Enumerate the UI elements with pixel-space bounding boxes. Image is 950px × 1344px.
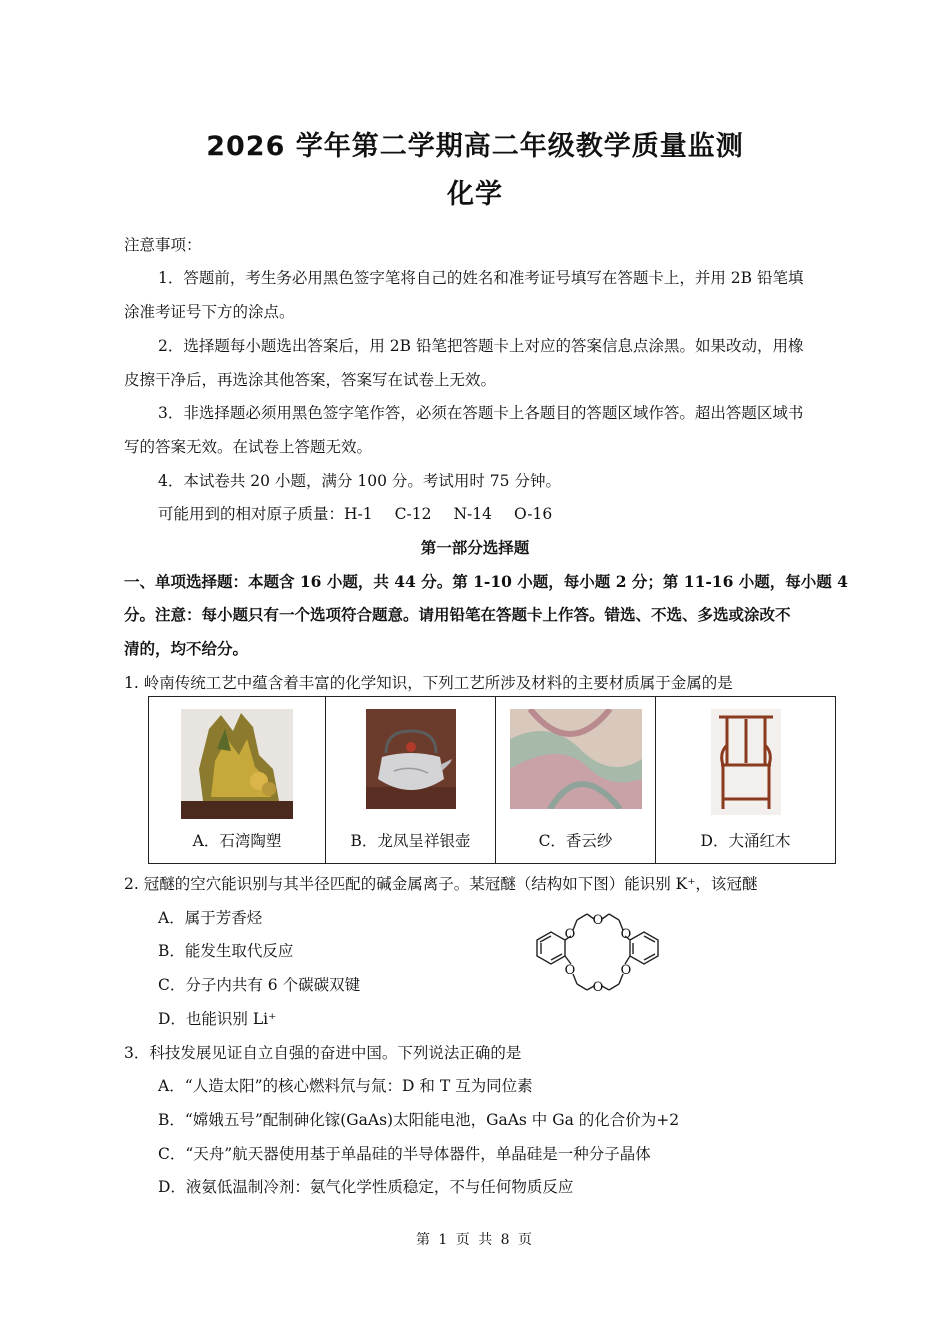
note-4: 4．本试卷共 20 小题，满分 100 分。考试用时 75 分钟。 bbox=[158, 472, 561, 490]
question-3-option-b: B．“嫦娥五号”配制砷化镓(GaAs)太阳能电池，GaAs 中 Ga 的化合价为+2 bbox=[158, 1111, 680, 1129]
oxygen-label-1: O bbox=[564, 927, 576, 942]
option-a-cell[interactable] bbox=[149, 697, 326, 864]
question-3-option-d: D．液氨低温制冷剂：氨气化学性质稳定，不与任何物质反应 bbox=[158, 1178, 574, 1196]
silver-teapot-image bbox=[366, 709, 456, 809]
mass-n: N-14 bbox=[453, 505, 492, 523]
option-c-cell[interactable] bbox=[496, 697, 656, 864]
mass-c: C-12 bbox=[394, 505, 432, 523]
question-1-options-table bbox=[148, 696, 836, 864]
note-2-line-1: 2．选择题每小题选出答案后，用 2B 铅笔把答题卡上对应的答案信息点涂黑。如果改动，用橡 bbox=[158, 337, 804, 355]
oxygen-label-6: O bbox=[620, 963, 632, 978]
mass-h: H-1 bbox=[344, 505, 373, 523]
crown-ether-structure bbox=[515, 902, 680, 1002]
section-instructions-line-2: 分。注意：每小题只有一个选项符合题意。请用铅笔在答题卡上作答。错选、不选、多选或涂改不 bbox=[124, 605, 791, 624]
option-d-cell[interactable] bbox=[656, 697, 836, 864]
question-2-option-a: A．属于芳香烃 bbox=[158, 909, 263, 927]
note-2-line-2: 皮擦干净后，再选涂其他答案，答案写在试卷上无效。 bbox=[124, 371, 497, 389]
mass-o: O-16 bbox=[514, 505, 553, 523]
question-3-option-a: A．“人造太阳”的核心燃料氘与氚：D 和 T 互为同位素 bbox=[158, 1077, 533, 1095]
ceramic-sculpture-image bbox=[181, 709, 293, 819]
option-a-label: A．石湾陶塑 bbox=[192, 832, 282, 850]
page-number: 第 1 页 共 8 页 bbox=[415, 1232, 535, 1248]
option-c-label: C．香云纱 bbox=[538, 832, 613, 850]
option-b-cell[interactable] bbox=[326, 697, 496, 864]
note-1-line-1: 1．答题前，考生务必用黑色签字笔将自己的姓名和准考证号填写在答题卡上，并用 2B 铅笔填 bbox=[158, 269, 804, 287]
note-3-line-2: 写的答案无效。在试卷上答题无效。 bbox=[124, 438, 373, 456]
question-2-option-b: B．能发生取代反应 bbox=[158, 942, 294, 960]
question-1-stem: 1. 岭南传统工艺中蕴含着丰富的化学知识，下列工艺所涉及材料的主要材质属于金属的是 bbox=[124, 674, 733, 692]
part-title: 第一部分选择题 bbox=[420, 538, 530, 557]
redwood-chair-image bbox=[711, 709, 781, 815]
page-title: 2026 学年第二学期高二年级教学质量监测 bbox=[206, 131, 744, 162]
atomic-masses-label: 可能用到的相对原子质量： bbox=[158, 505, 345, 523]
question-2-option-c: C．分子内共有 6 个碳碳双键 bbox=[158, 976, 361, 994]
section-instructions-line-1: 一、单项选择题：本题含 16 小题，共 44 分。第 1-10 小题，每小题 2 分；第 11-16 小题，每小题 4 bbox=[124, 572, 848, 591]
oxygen-label-5: O bbox=[592, 980, 604, 995]
section-instructions-line-3: 清的，均不给分。 bbox=[124, 639, 249, 658]
question-2-stem: 2. 冠醚的空穴能识别与其半径匹配的碱金属离子。某冠醚（结构如下图）能识别 K⁺，该冠醚 bbox=[124, 875, 758, 893]
option-d-label: D．大涌红木 bbox=[700, 832, 791, 850]
oxygen-label-3: O bbox=[620, 927, 632, 942]
question-3-stem: 3．科技发展见证自立自强的奋进中国。下列说法正确的是 bbox=[124, 1044, 522, 1062]
atomic-masses bbox=[158, 502, 574, 524]
oxygen-label-4: O bbox=[564, 963, 576, 978]
note-1-line-2: 涂准考证号下方的涂点。 bbox=[124, 303, 295, 321]
silk-fabric-image bbox=[510, 709, 642, 809]
subject-title: 化学 bbox=[447, 179, 503, 210]
note-3-line-1: 3．非选择题必须用黑色签字笔作答，必须在答题卡上各题目的答题区域作答。超出答题区域书 bbox=[158, 404, 804, 422]
question-3-option-c: C．“天舟”航天器使用基于单晶硅的半导体器件，单晶硅是一种分子晶体 bbox=[158, 1145, 651, 1163]
notes-heading: 注意事项： bbox=[124, 236, 202, 254]
option-b-label: B．龙凤呈祥银壶 bbox=[350, 832, 471, 850]
question-2-option-d: D．也能识别 Li⁺ bbox=[158, 1010, 277, 1028]
oxygen-label-2: O bbox=[592, 913, 604, 928]
